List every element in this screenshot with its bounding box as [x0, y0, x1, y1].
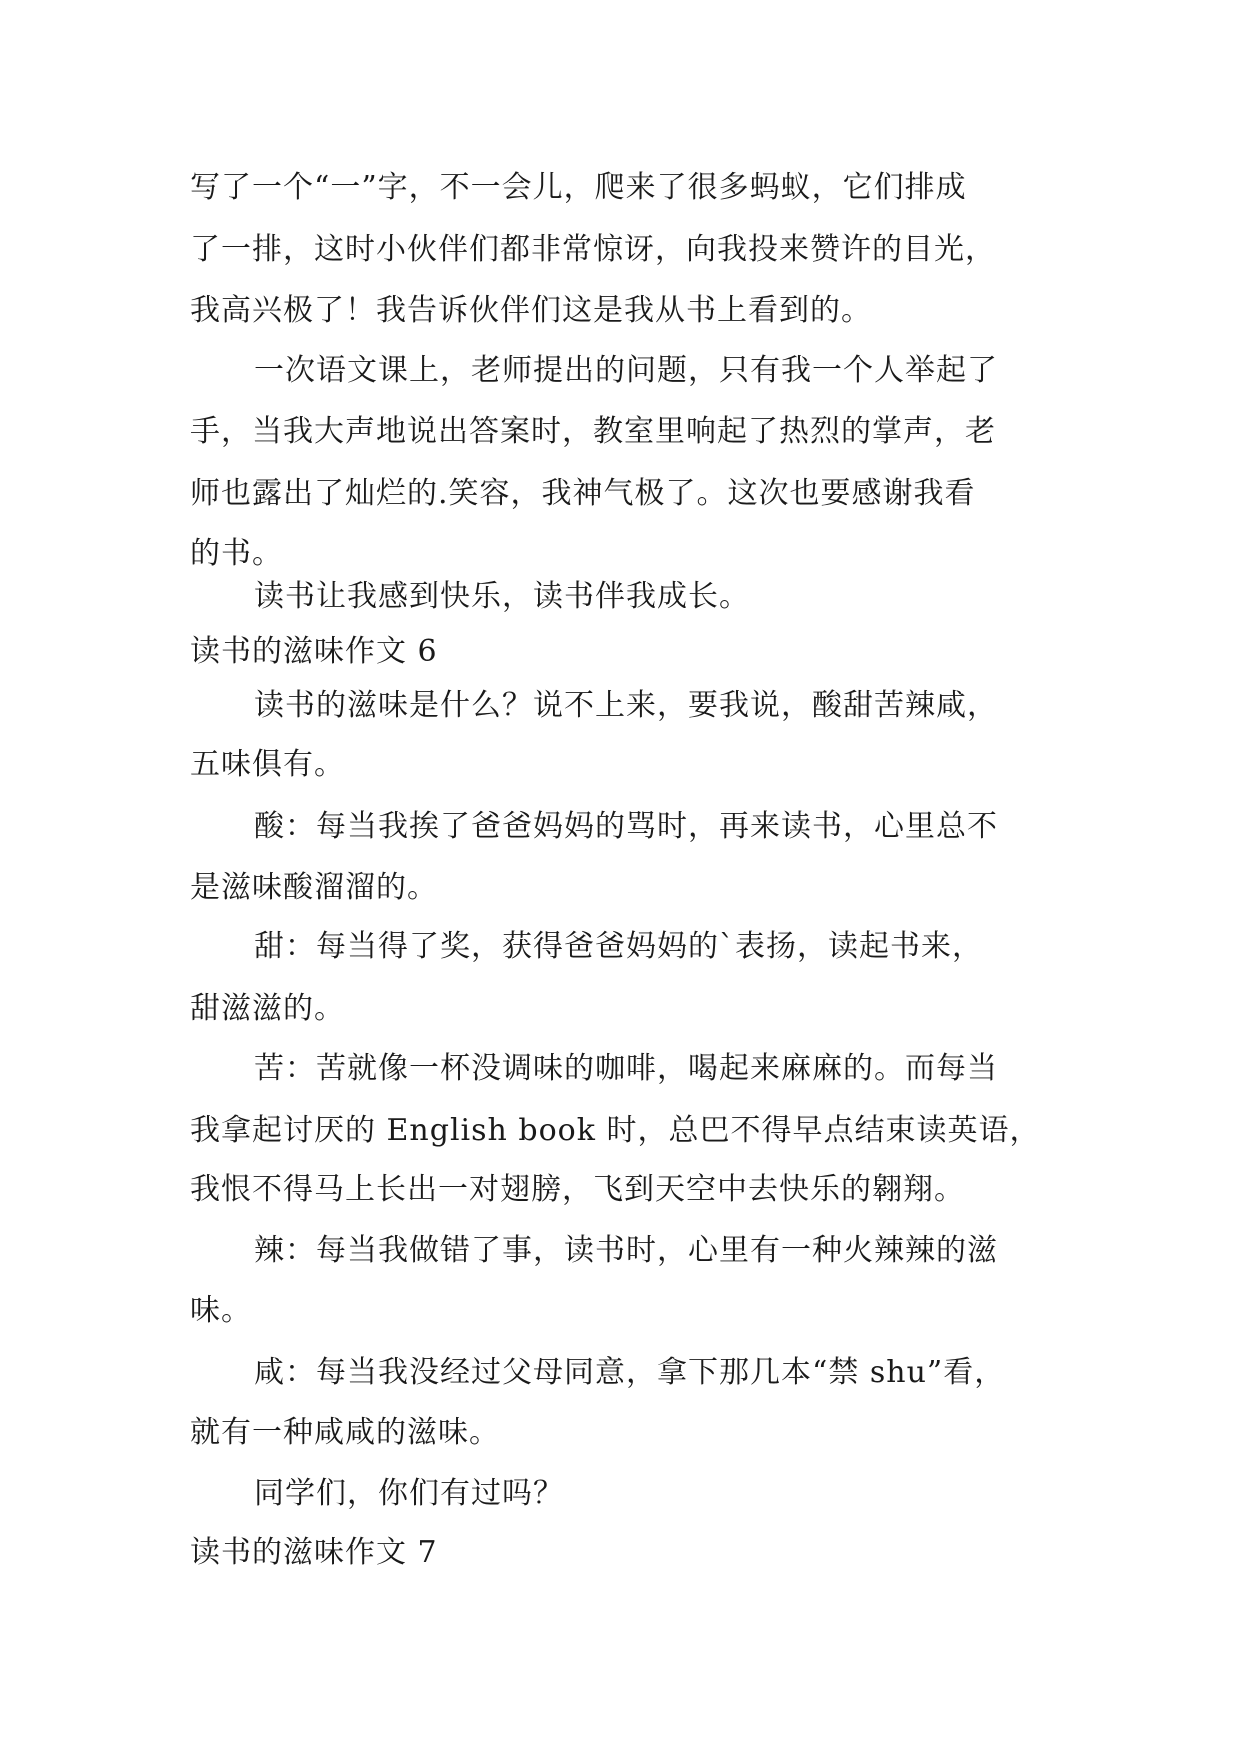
paragraph-line: 我高兴极了！我告诉伙伴们这是我从书上看到的。 — [190, 293, 872, 328]
paragraph-line: 读书的滋味是什么？说不上来，要我说，酸甜苦辣咸， — [254, 688, 998, 723]
paragraph-line: 就有一种咸咸的滋味。 — [190, 1415, 500, 1450]
paragraph-line: 读书让我感到快乐，读书伴我成长。 — [254, 579, 750, 614]
paragraph-line: 辣：每当我做错了事，读书时，心里有一种火辣辣的滋 — [254, 1233, 998, 1268]
paragraph-line: 苦：苦就像一杯没调味的咖啡，喝起来麻麻的。而每当 — [254, 1051, 998, 1086]
paragraph-line: 我恨不得马上长出一对翅膀，飞到天空中去快乐的翱翔。 — [190, 1172, 965, 1207]
paragraph-line: 酸：每当我挨了爸爸妈妈的骂时，再来读书，心里总不 — [254, 809, 998, 844]
paragraph-line: 五味俱有。 — [190, 747, 345, 782]
paragraph-line: 一次语文课上，老师提出的问题，只有我一个人举起了 — [254, 353, 998, 388]
paragraph-line: 咸：每当我没经过父母同意，拿下那几本“禁 shu”看， — [254, 1355, 1006, 1390]
paragraph-line: 的书。 — [190, 536, 283, 571]
paragraph-line: 同学们，你们有过吗？ — [254, 1476, 564, 1511]
paragraph-line: 手，当我大声地说出答案时，教室里响起了热烈的掌声，老 — [190, 414, 996, 449]
paragraph-line: 味。 — [190, 1293, 252, 1328]
paragraph-line: 我拿起讨厌的 English book 时，总巴不得早点结束读英语， — [190, 1113, 1041, 1148]
paragraph-line: 了一排，这时小伙伴们都非常惊讶，向我投来赞许的目光， — [190, 232, 996, 267]
paragraph-line: 师也露出了灿烂的.笑容，我神气极了。这次也要感谢我看 — [190, 476, 976, 511]
paragraph-line: 是滋味酸溜溜的。 — [190, 870, 438, 905]
paragraph-line: 甜滋滋的。 — [190, 991, 345, 1026]
section-heading: 读书的滋味作文 6 — [190, 634, 438, 669]
paragraph-line: 写了一个“一”字，不一会儿，爬来了很多蚂蚁，它们排成 — [190, 170, 967, 205]
paragraph-line: 甜：每当得了奖，获得爸爸妈妈的`表扬，读起书来， — [254, 929, 983, 964]
section-heading: 读书的滋味作文 7 — [190, 1535, 438, 1570]
